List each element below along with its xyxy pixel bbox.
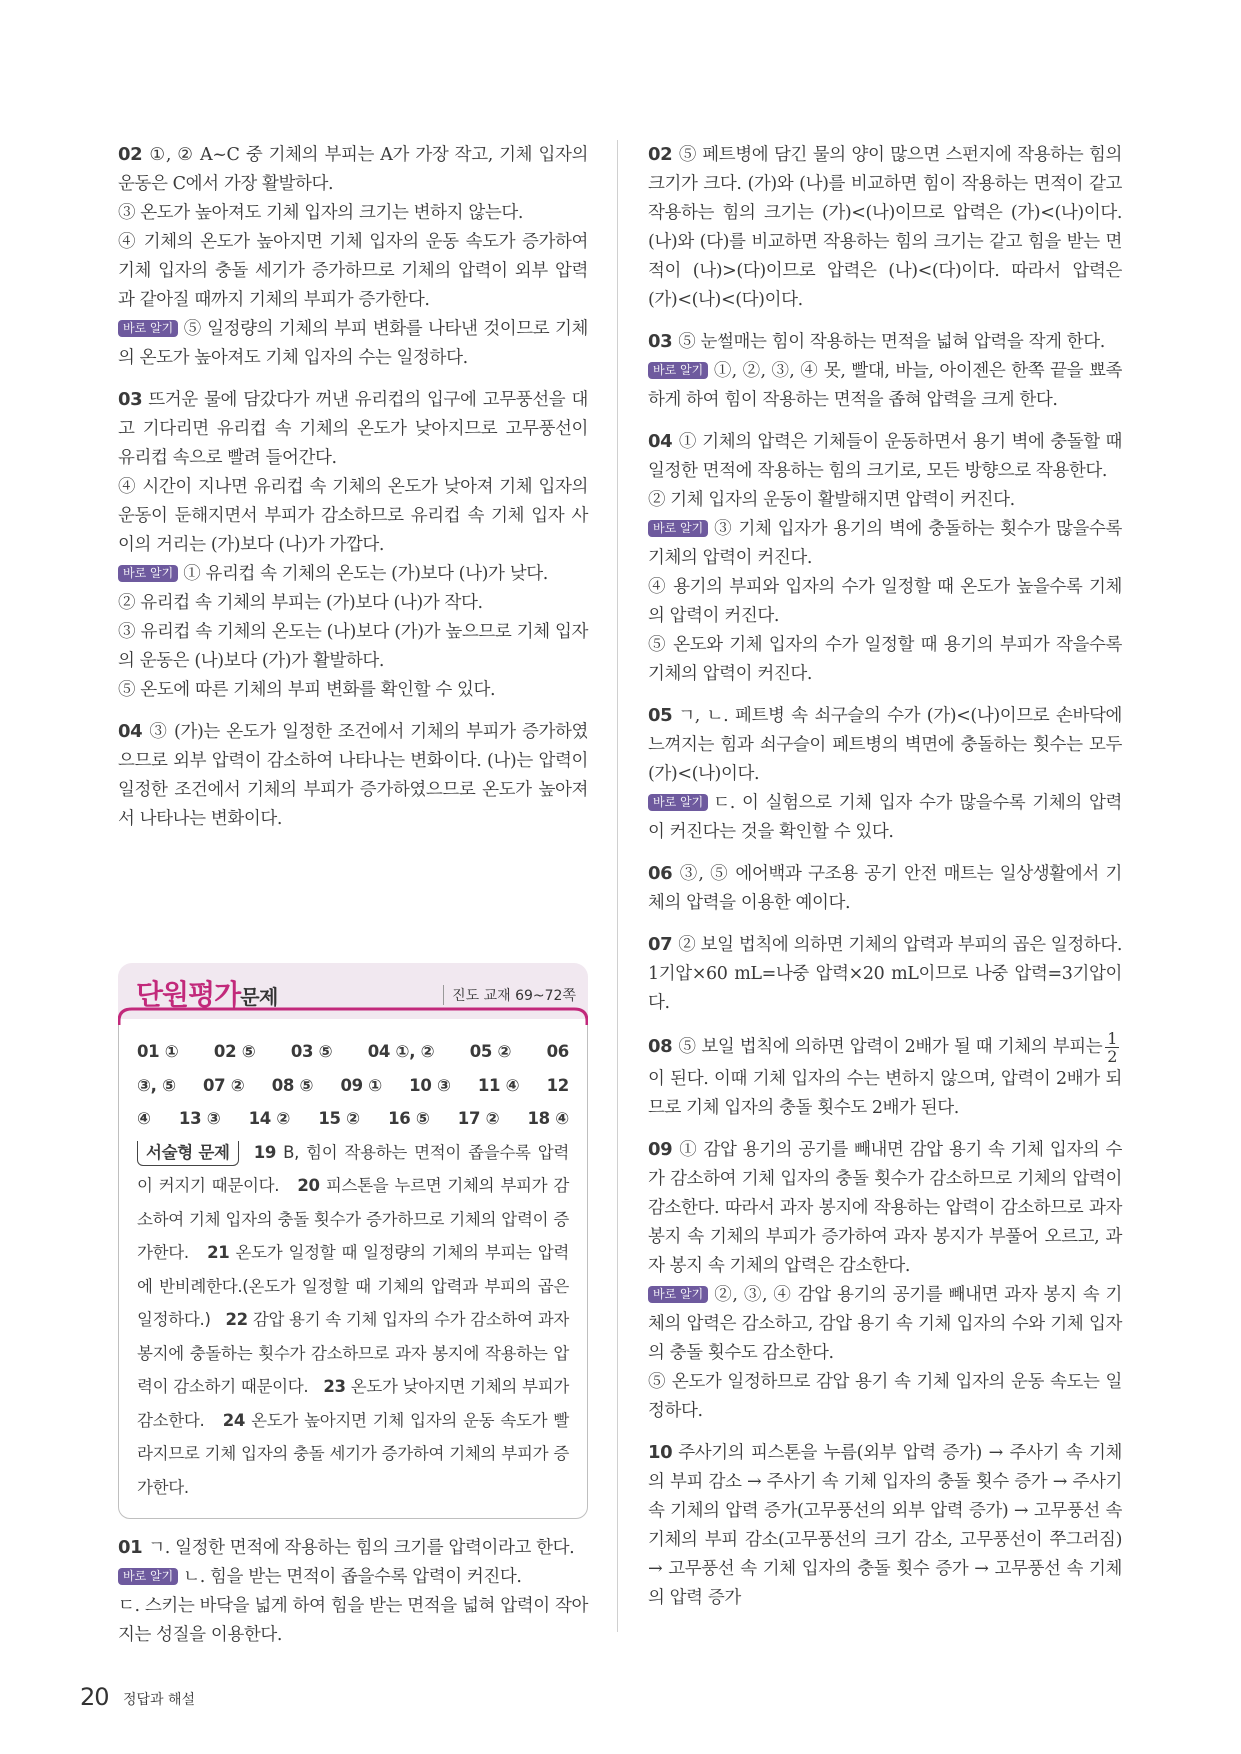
correction-badge: 바로 알기 [118, 1568, 178, 1585]
answer-r02: 02 ⑤ 페트병에 담긴 물의 양이 많으면 스펀지에 작용하는 힘의 크기가 크다. (가)와 (나)를 비교하면 힘이 작용하는 면적이 같고 작용하는 힘의 크기는 (가)<(나)이므로 압력은 (가)<(나)이다. (나)와 (다)를 비교하면 작용하는 힘의 크기는 같고 힘을 받는 면적이 (나)>(다)이므로 압력은 (나)<(다)이다. 따라서 압력은 (가)<(나)<(다)이다. [648, 144, 1122, 310]
unit-evaluation-box [118, 963, 588, 1650]
correction-badge: 바로 알기 [648, 1286, 708, 1303]
answer-row-2: ③, ⑤ 07 ② 08 ⑤ 09 ① 10 ③ 11 ④ 12 [137, 1075, 569, 1095]
correction-badge: 바로 알기 [648, 362, 708, 379]
box-body [118, 1019, 588, 1519]
answer-r06: 06 ③, ⑤ 에어백과 구조용 공기 안전 매트는 일상생활에서 기체의 압력을 이용한 예이다. [648, 863, 1122, 913]
correction-badge: 바로 알기 [118, 320, 178, 337]
box-title: 단원평가문제 [136, 978, 278, 1011]
header-curve [118, 1003, 588, 1025]
answer-l01: 01 ㄱ. 일정한 면적에 작용하는 힘의 크기를 압력이라고 한다. 바로 알기 ㄴ. 힘을 받는 면적이 좁을수록 압력이 커진다. ㄷ. 스키는 바닥을 넓게 하여 힘을 받는 면적을 넓혀 압력이 작아지는 성질을 이용한다. [118, 1537, 588, 1645]
essay-answers: 서술형 문제 19 B, 힘이 작용하는 면적이 좁을수록 압력이 커지기 때문이다. 20 피스톤을 누르면 기체의 부피가 감소하여 기체 입자의 충돌 횟수가 증가하므로 기체의 압력이 증가한다. 21 온도가 일정할 때 일정량의 기체의 부피는 압력에 반비례한다.(온도가 일정할 때 기체의 압력과 부피의 곱은 일정하다.) 22 감압 용기 속 기체 입자의 수가 감소하여 과자 봉지에 충돌하는 횟수가 감소하므로 과자 봉지에 작용하는 압력이 감소하기 때문이다. 23 온도가 낮아지면 기체의 부피가 감소한다. 24 온도가 높아지면 기체 입자의 운동 속도가 빨라지므로 기체 입자의 충돌 세기가 증가하여 기체의 부피가 증가한다. [137, 1142, 569, 1497]
column-divider [617, 140, 618, 1632]
answer-row-1: 01 ① 02 ⑤ 03 ⑤ 04 ①, ② 05 ② 06 [137, 1042, 569, 1061]
answer-r10: 10 주사기의 피스톤을 누름(외부 압력 증가) → 주사기 속 기체의 부피 감소 → 주사기 속 기체 입자의 충돌 횟수 증가 → 주사기 속 기체의 압력 증가(고무풍선의 외부 압력 증가) → 고무풍선 속 기체의 부피 감소(고무풍선의 크기 감소, 고무풍선이 쭈그러짐) → 고무풍선 속 기체 입자의 충돌 횟수 증가 → 고무풍선 속 기체의 압력 증가 [648, 1442, 1122, 1608]
correction-badge: 바로 알기 [648, 520, 708, 537]
correction-badge: 바로 알기 [648, 794, 708, 811]
right-column [648, 140, 1122, 1625]
correction-badge: 바로 알기 [118, 565, 178, 582]
left-column [118, 140, 588, 846]
footer-label: 정답과 해설 [123, 1692, 196, 1708]
answer-r05: 05 ㄱ, ㄴ. 페트병 속 쇠구슬의 수가 (가)<(나)이므로 손바닥에 느껴지는 힘과 쇠구슬이 페트병의 벽면에 충돌하는 횟수는 모두 (가)<(나)이다. 바로 알기 ㄷ. 이 실험으로 기체 입자 수가 많을수록 기체의 압력이 커진다는 것을 확인할 수 있다. [648, 705, 1122, 842]
essay-tag: 서술형 문제 [137, 1141, 239, 1166]
fraction-one-half: $\frac{1}{2}$ [1107, 1029, 1117, 1066]
box-header [118, 963, 588, 1019]
answer-r07: 07 ② 보일 법칙에 의하면 기체의 압력과 부피의 곱은 일정하다. 1기압×60 mL=나중 압력×20 mL이므로 나중 압력=3기압이다. [648, 934, 1122, 1013]
answer-l03: 03 뜨거운 물에 담갔다가 꺼낸 유리컵의 입구에 고무풍선을 대고 기다리면 유리컵 속 기체의 온도가 낮아지므로 고무풍선이 유리컵 속으로 빨려 들어간다. ④ 시간이 지나면 유리컵 속 기체의 온도가 낮아져 기체 입자의 운동이 둔해지면서 부피가 감소하므로 유리컵 속 기체 입자 사이의 거리는 (가)보다 (나)가 가깝다. 바로 알기 ① 유리컵 속 기체의 온도는 (가)보다 (나)가 낮다. ② 유리컵 속 기체의 부피는 (가)보다 (나)가 작다. ③ 유리컵 속 기체의 온도는 (나)보다 (가)가 높으므로 기체 입자의 운동은 (나)보다 (가)가 활발하다. ⑤ 온도에 따른 기체의 부피 변화를 확인할 수 있다. [118, 389, 588, 700]
answer-l04: 04 ③ (가)는 온도가 일정한 조건에서 기체의 부피가 증가하였으므로 외부 압력이 감소하여 나타나는 변화이다. (나)는 압력이 일정한 조건에서 기체의 부피가 증가하였으므로 온도가 높아져서 나타나는 변화이다. [118, 721, 588, 829]
answer-row-3: ④ 13 ③ 14 ② 15 ② 16 ⑤ 17 ② 18 ④ [137, 1109, 569, 1128]
answer-r08: 08 ⑤ 보일 법칙에 의하면 압력이 2배가 될 때 기체의 부피는 $\frac{1}{2}$ 이 된다. 이때 기체 입자의 수는 변하지 않으며, 압력이 2배가 되므로 기체 입자의 충돌 횟수도 2배가 된다. [648, 1029, 1122, 1118]
page-number: 20 [80, 1683, 109, 1711]
textbook-range: 진도 교재 69~72쪽 [443, 985, 576, 1005]
answer-r03: 03 ⑤ 눈썰매는 힘이 작용하는 면적을 넓혀 압력을 작게 한다. 바로 알기 ①, ②, ③, ④ 못, 빨대, 바늘, 아이젠은 한쪽 끝을 뾰족하게 하여 힘이 작용하는 면적을 좁혀 압력을 크게 한다. [648, 331, 1122, 410]
answer-r04: 04 ① 기체의 압력은 기체들이 운동하면서 용기 벽에 충돌할 때 일정한 면적에 작용하는 힘의 크기로, 모든 방향으로 작용한다. ② 기체 입자의 운동이 활발해지면 압력이 커진다. 바로 알기 ③ 기체 입자가 용기의 벽에 충돌하는 횟수가 많을수록 기체의 압력이 커진다. ④ 용기의 부피와 입자의 수가 일정할 때 온도가 높을수록 기체의 압력이 커진다. ⑤ 온도와 기체 입자의 수가 일정할 때 용기의 부피가 작을수록 기체의 압력이 커진다. [648, 431, 1122, 684]
answer-l02: 02 ①, ② A~C 중 기체의 부피는 A가 가장 작고, 기체 입자의 운동은 C에서 가장 활발하다. ③ 온도가 높아져도 기체 입자의 크기는 변하지 않는다. ④ 기체의 온도가 높아지면 기체 입자의 운동 속도가 증가하여 기체 입자의 충돌 세기가 증가하므로 기체의 압력이 외부 압력과 같아질 때까지 기체의 부피가 증가한다. 바로 알기 ⑤ 일정량의 기체의 부피 변화를 나타낸 것이므로 기체의 온도가 높아져도 기체 입자의 수는 일정하다. [118, 144, 588, 368]
answer-r09: 09 ① 감압 용기의 공기를 빼내면 감압 용기 속 기체 입자의 수가 감소하여 기체 입자의 충돌 횟수가 감소하므로 기체의 압력이 감소한다. 따라서 과자 봉지에 작용하는 압력이 감소하므로 과자 봉지 속 기체의 부피가 증가하여 과자 봉지가 부풀어 오르고, 과자 봉지 속 기체의 압력은 감소한다. 바로 알기 ②, ③, ④ 감압 용기의 공기를 빼내면 과자 봉지 속 기체의 압력은 감소하고, 감압 용기 속 기체 입자의 수와 기체 입자의 충돌 횟수도 감소한다. ⑤ 온도가 일정하므로 감압 용기 속 기체 입자의 운동 속도는 일정하다. [648, 1139, 1122, 1421]
